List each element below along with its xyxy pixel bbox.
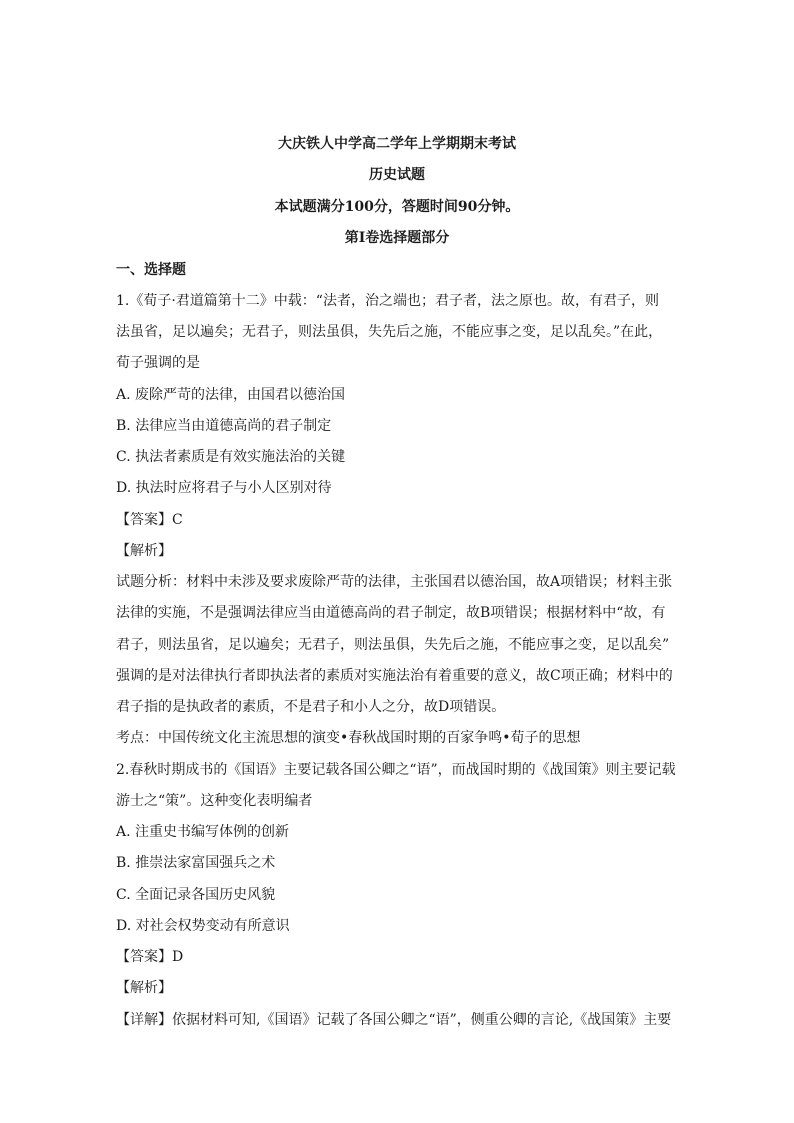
q1-option-b: B. 法律应当由道德高尚的君子制定 — [116, 418, 332, 434]
subject-title: 历史试题 — [369, 167, 425, 183]
q2-option-b: B. 推崇法家富国强兵之术 — [116, 855, 276, 871]
section-title: 一、选择题 — [116, 262, 186, 278]
q1-option-a: A. 废除严苛的法律，由国君以德治国 — [116, 387, 346, 403]
q1-option-d: D. 执法时应将君子与小人区别对待 — [116, 480, 332, 496]
q2-option-a: A. 注重史书编写体例的创新 — [116, 824, 290, 840]
q1-analysis-label: 【解析】 — [116, 543, 172, 559]
q1-analysis-line: 君子，则法虽省，足以遍矣；无君子，则法虽俱，失先后之施，不能应事之变，足以乱矣” — [116, 637, 670, 653]
q1-stem-line: 荀子强调的是 — [116, 355, 200, 371]
q1-stem-line: 1.《荀子·君道篇第十二》中载：“法者，治之端也；君子者，法之原也。故，有君子，则 — [116, 293, 659, 309]
exam-title: 大庆铁人中学高二学年上学期期末考试 — [278, 136, 516, 152]
q1-kaodian: 考点：中国传统文化主流思想的演变•春秋战国时期的百家争鸣•荀子的思想 — [116, 730, 581, 746]
q1-analysis-line: 强调的是对法律执行者即执法者的素质对实施法治有着重要的意义，故C项正确；材料中的 — [116, 668, 673, 684]
volume-title: 第Ⅰ卷选择题部分 — [344, 230, 450, 246]
q1-analysis-line: 君子指的是执政者的素质，不是君子和小人之分，故D项错误。 — [116, 699, 506, 715]
q2-answer: 【答案】D — [116, 949, 184, 965]
q1-analysis-line: 试题分析：材料中未涉及要求废除严苛的法律，主张国君以德治国，故A项错误；材料主张 — [116, 574, 673, 590]
exam-info: 本试题满分100分，答题时间90分钟。 — [274, 199, 520, 215]
q2-stem-line: 游士之“策”。这种变化表明编者 — [116, 793, 313, 809]
q1-stem-line: 法虽省，足以遍矣；无君子，则法虽俱，失先后之施，不能应事之变，足以乱矣。”在此， — [116, 324, 663, 340]
q2-option-c: C. 全面记录各国历史风貌 — [116, 887, 276, 903]
q1-analysis-line: 法律的实施，不是强调法律应当由道德高尚的君子制定，故B项错误；根据材料中“故，有 — [116, 605, 666, 621]
q2-stem-line: 2.春秋时期成书的《国语》主要记载各国公卿之“语”，而战国时期的《战国策》则主要记载 — [116, 762, 676, 778]
q2-option-d: D. 对社会权势变动有所意识 — [116, 918, 290, 934]
q1-option-c: C. 执法者素质是有效实施法治的关键 — [116, 449, 346, 465]
q2-analysis-label: 【解析】 — [116, 980, 172, 996]
q2-detail-line: 【详解】依据材料可知,《国语》记载了各国公卿之“语”，侧重公卿的言论,《战国策》主要 — [116, 1012, 672, 1028]
q1-answer: 【答案】C — [116, 512, 183, 528]
